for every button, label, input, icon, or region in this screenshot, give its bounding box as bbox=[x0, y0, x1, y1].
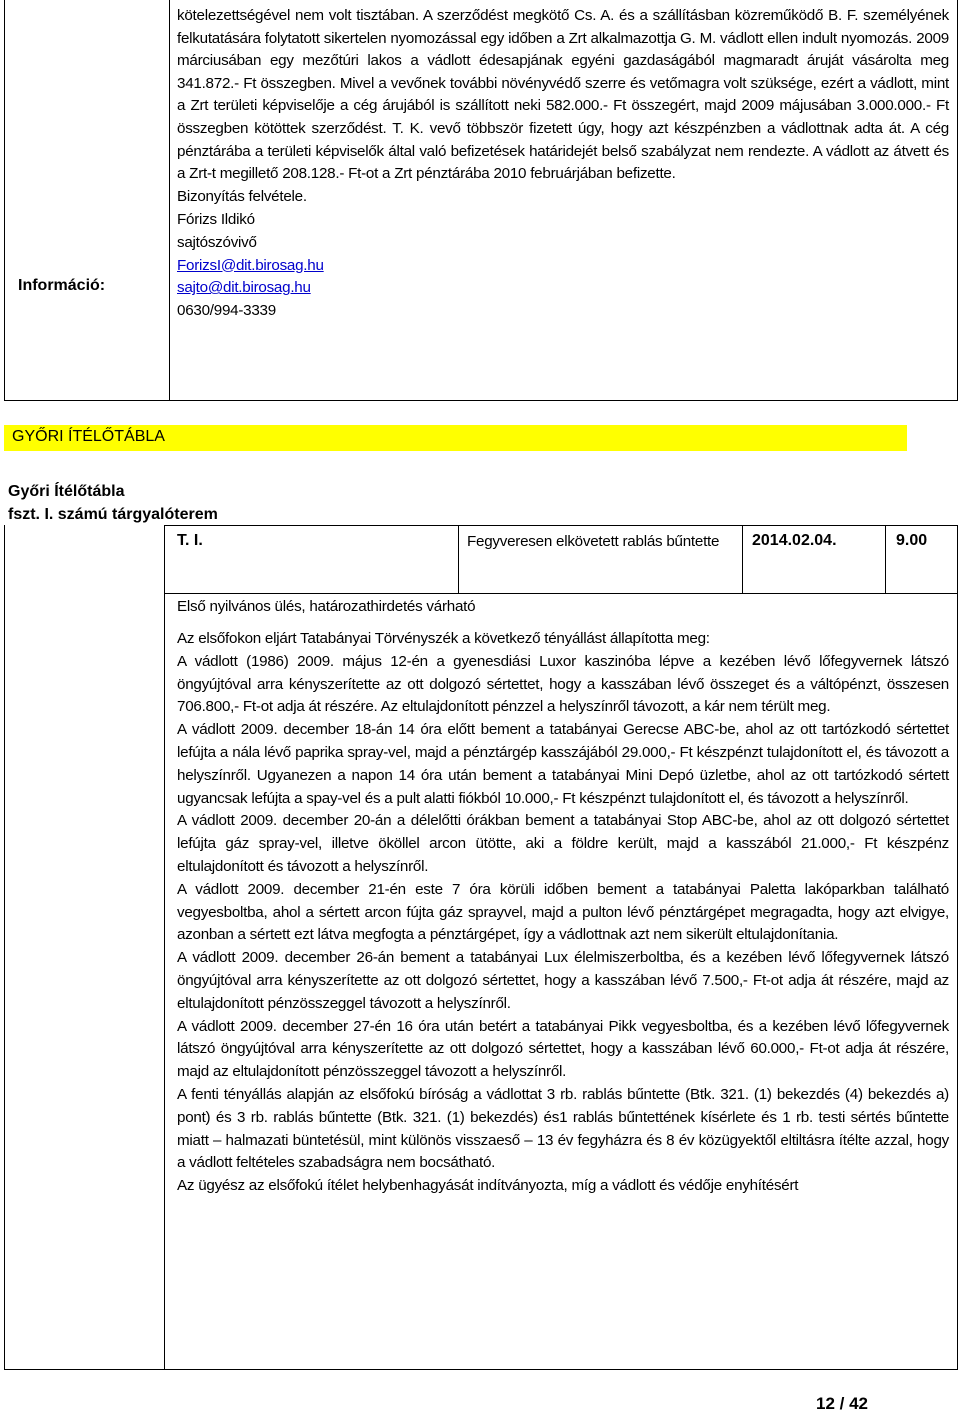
email-link-sajto[interactable]: sajto@dit.birosag.hu bbox=[177, 279, 311, 297]
case-fact: A vádlott 2009. december 27-én 16 óra után betért a tatabányai Pikk vegyesboltba, és a kezében lévő lőfegyvernek látszó öngyújtóval arra kényszerítette az ott dolgozó sértettet, hogy a kasszában lévő 60.000,- Ft-ot adja át részére, majd az eltulajdonított pénzösszeggel távozott a helyszínről. bbox=[177, 1017, 949, 1081]
case-crime: Fegyveresen elkövetett rablás bűntette bbox=[467, 533, 720, 550]
info-column-divider bbox=[169, 0, 170, 400]
court-heading bbox=[8, 480, 218, 526]
hearing-type: Első nyilvános ülés, határozathirdetés várható bbox=[177, 598, 476, 615]
case-fact: A vádlott (1986) 2009. május 12-én a gyenesdiási Luxor kaszinóba lépve a kezében lévő lőfegyvernek látszó öngyújtóval arra kényszerítette az ott dolgozó sértettet, hogy a kasszában lévő összeget és a váltópénzt, összesen 706.800,- Ft-ot adja át részére. Az eltulajdonított pénzzel a helyszínről távozott, a kár nem térült meg. bbox=[177, 652, 949, 716]
case-header-bottom-border bbox=[164, 593, 958, 594]
case-fact: A vádlott 2009. december 26-án bement a tatabányai Lux élelmiszerboltba, és a kezében lévő lőfegyvernek látszó öngyújtóval arra kényszerítette az ott dolgozó sértettet, hogy a kasszában lévő 7.500,- Ft-ot adja át részére, majd az eltulajdonított pénzösszeggel távozott a helyszínről. bbox=[177, 949, 949, 1012]
email-link-forizs[interactable]: ForizsI@dit.birosag.hu bbox=[177, 256, 324, 274]
case-fact: A vádlott 2009. december 18-án 14 óra előtt bement a tatabányai Gerecse ABC-be, ahol az ott tartózkodó sértettet lefújta a nála lévő paprika spray-vel, majd a pénztárgép kasszájából 29.000,- Ft készpénzt tulajdonított el, és távozott a helyszínről. Ugyanezen a napon 14 óra után bement a tatabányai Mini Depó üzletbe, ahol az ott tartózkodó sértett ugyancsak lefújta a spay-vel és a pult alatti fiókból 10.000,- Ft készpénzt tulajdonított el, és távozott a helyszínről. bbox=[177, 721, 949, 807]
evidence-text: Bizonyítás felvétele. bbox=[177, 187, 307, 205]
case-column-divider bbox=[164, 525, 165, 1370]
case-date: 2014.02.04. bbox=[752, 532, 837, 549]
page-number: 12 / 42 bbox=[816, 1394, 868, 1413]
case-crime-cell-border bbox=[458, 525, 459, 593]
case-date-cell-border bbox=[742, 525, 743, 593]
contact-phone: 0630/994-3339 bbox=[177, 301, 276, 319]
info-label: Információ: bbox=[18, 277, 106, 294]
case-fact: A vádlott 2009. december 21-én este 7 óra körüli időben bement a tatabányai Paletta lakóparkban található vegyesboltba, ahol a sértett arcon fújta gáz sprayvel, majd a pulton lévő pénztárgépet megragadta, hogy azt elvigye, azonban a sértett ezt látva megfogta a pénztárgépet, így a vádlottnak azt nem sikerült eltulajdonítania. bbox=[177, 880, 949, 944]
case-intro: Az elsőfokon eljárt Tatabányai Törvényszék a következő tényállást állapította meg: bbox=[177, 630, 710, 647]
case-id: T. I. bbox=[177, 532, 203, 549]
section-banner bbox=[4, 425, 907, 451]
court-room: fszt. I. számú tárgyalóterem bbox=[8, 506, 218, 523]
court-name: Győri Ítélőtábla bbox=[8, 483, 125, 500]
section-banner-label: GYŐRI ÍTÉLŐTÁBLA bbox=[12, 428, 165, 445]
info-body bbox=[177, 5, 949, 322]
case-time-cell-border bbox=[885, 525, 886, 593]
contact-role: sajtószóvivő bbox=[177, 233, 257, 251]
case-body bbox=[177, 628, 949, 1198]
case-verdict: A fenti tényállás alapján az elsőfokú bíróság a vádlottat 3 rb. rablás bűntette (Btk. 321. (1) bekezdés (4) bekezdés a) pont) és 3 rb. rablás bűntette (Btk. 321. (1) bekezdés) és1 rablás bűntettének kísérlete és 1 rb. testi sértés bűntette miatt – halmazati büntetésül, mint különös visszaeső – 13 év fegyházra és 8 év közügyektől eltiltásra ítélte azzal, hogy a vádlott feltételes szabadságra nem bocsátható. bbox=[177, 1085, 949, 1172]
info-paragraph: kötelezettségével nem volt tisztában. A szerződést megkötő Cs. A. és a szállításban közreműködő B. F. személyének felkutatására folytatott sikertelen nyomozással egy időben a Zrt alkalmazottja G. M. vádlott ellen indult nyomozás. 2009 márciusában egy mezőtúri lakos a vádlott édesapjának egyéni gazdaságából magmaradt áruját vásárolta meg 341.872.- Ft összegben. Mivel a vevőnek további növényvédő szerre és vetőmagra volt szüksége, ezért a vádlott, mint a Zrt területi képviselője a cég árujából is szállított neki 582.000.- Ft összegért, majd 2009 májusában 3.000.000.- Ft összegben kötöttek szerződést. T. K. vevő többször fizetett úgy, hogy azt készpénzben a vádlottnak adta át. A cég pénztárába a területi képviselők által való befizetések határidejét belső szabályzat nem rendezte. A vádlott az átvett és a Zrt-t megillető 208.128.- Ft-ot a Zrt pénztárába 2010 februárjában befizette. bbox=[177, 7, 949, 183]
case-fact: A vádlott 2009. december 20-án a délelőtti órákban bement a tatabányai Stop ABC-be, ahol az ott dolgozó sértettet lefújta gáz spray-vel, illetve ököllel arcon ütötte, aki a földre került, majd a kasszából 21.000,- Ft készpénz eltulajdonított és távozott a helyszínről. bbox=[177, 812, 949, 875]
case-time: 9.00 bbox=[896, 532, 928, 549]
contact-name: Fórizs Ildikó bbox=[177, 211, 255, 229]
case-appeal: Az ügyész az elsőfokú ítélet helybenhagyását indítványozta, míg a vádlott és védője enyhítésért bbox=[177, 1177, 799, 1195]
